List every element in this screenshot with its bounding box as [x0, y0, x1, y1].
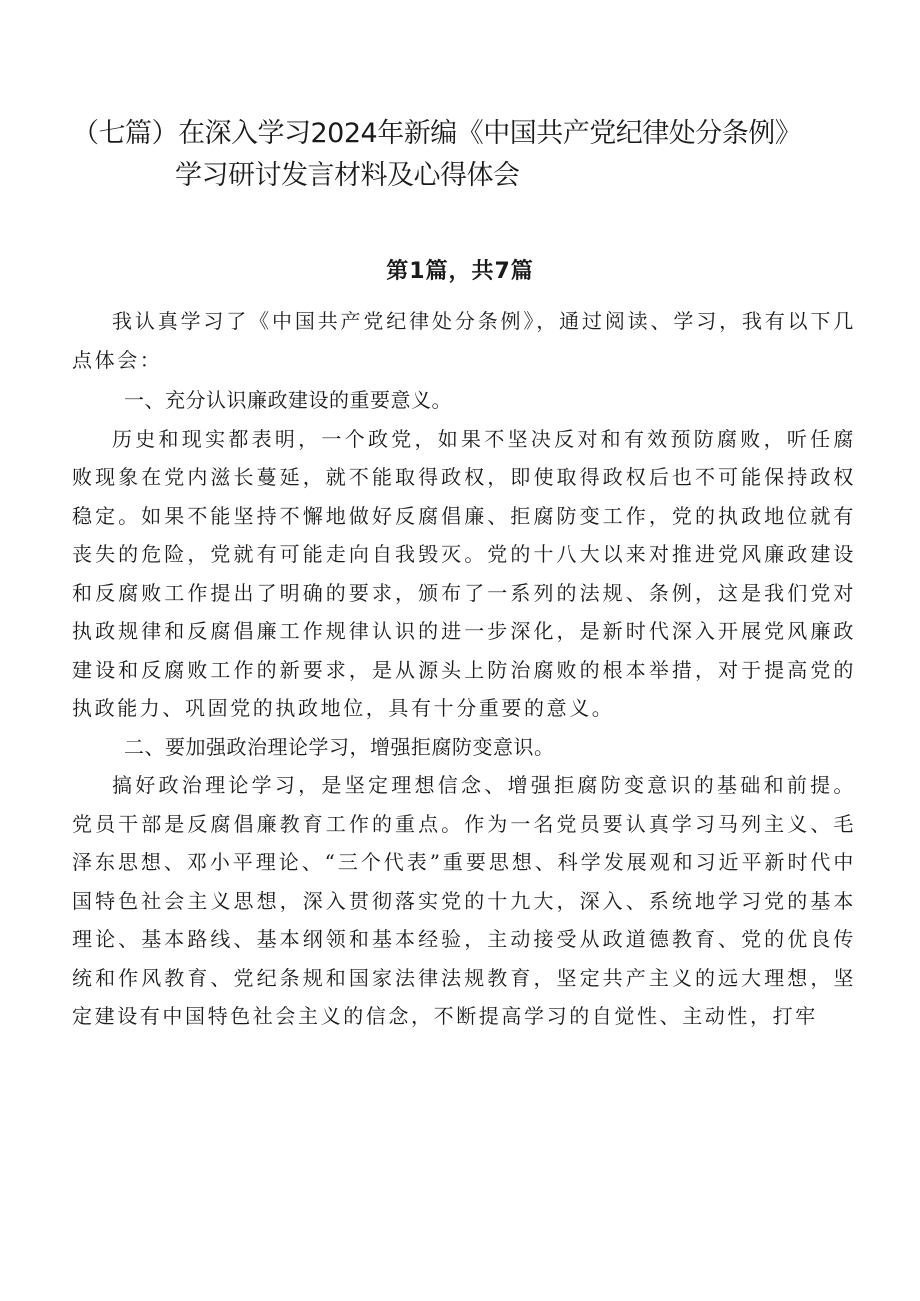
document-body	[72, 302, 856, 1036]
chapter-heading: 第1篇，共7篇	[386, 259, 534, 284]
title-line-1: （七篇）在深入学习2024年新编《中国共产党纪律处分条例》	[72, 118, 802, 149]
intro-paragraph: 我认真学习了《中国共产党纪律处分条例》，通过阅读、学习，我有以下几点体会：	[72, 309, 856, 372]
title-line-2: 学习研讨发言材料及心得体会	[175, 160, 520, 191]
section-paragraph-1: 历史和现实都表明，一个政党，如果不坚决反对和有效预防腐败，听任腐败现象在党内滋长蔓延，就不能取得政权，即使取得政权后也不可能保持政权稳定。如果不能坚持不懈地做好反腐倡廉、拒腐防变工作，党的执政地位就有丧失的危险，党就有可能走向自我毁灭。党的十八大以来对推进党风廉政建设和反腐败工作提出了明确的要求，颁布了一系列的法规、条例，这是我们党对执政规律和反腐倡廉工作规律认识的进一步深化，是新时代深入开展党风廉政建设和反腐败工作的新要求，是从源头上防治腐败的根本举措，对于提高党的执政能力、巩固党的执政地位，具有十分重要的意义。	[72, 426, 856, 720]
section-heading-1: 一、充分认识廉政建设的重要意义。	[124, 388, 452, 412]
section-paragraph-2: 搞好政治理论学习，是坚定理想信念、增强拒腐防变意识的基础和前提。党员干部是反腐倡廉教育工作的重点。作为一名党员要认真学习马列主义、毛泽东思想、邓小平理论、“三个代表”重要思想、科学发展观和习近平新时代中国特色社会主义思想，深入贯彻落实党的十九大，深入、系统地学习党的基本理论、基本路线、基本纲领和基本经验，主动接受从政道德教育、党的优良传统和作风教育、党纪条规和国家法律法规教育，坚定共产主义的远大理想，坚定建设有中国特色社会主义的信念，不断提高学习的自觉性、主动性，打牢	[72, 773, 856, 1028]
section-heading-2: 二、要加强政治理论学习，增强拒腐防变意识。	[124, 734, 555, 759]
document-title	[72, 113, 872, 197]
